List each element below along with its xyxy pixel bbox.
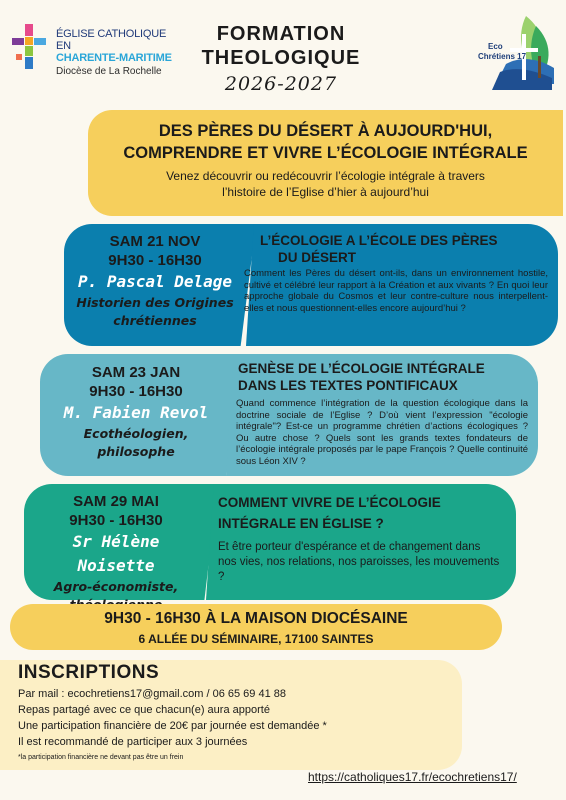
session-speaker: Sr Hélène Noisette <box>72 532 160 575</box>
session-date: SAM 23 JAN <box>91 364 181 381</box>
session-topic-line2: DU DÉSERT <box>278 250 357 265</box>
session-role-line1: Agro-économiste, <box>53 579 179 594</box>
session-role-line2: philosophe <box>97 444 175 459</box>
eco-chretiens-logo <box>466 12 556 92</box>
session-topic-line2: INTÉGRALE EN ÉGLISE ? <box>218 516 384 531</box>
inscriptions-contact: Par mail : ecochretiens17@gmail.com / 06 65 69 41 88 <box>18 688 286 700</box>
session-topic-line1: L’ÉCOLOGIE A L’ÉCOLE DES PÈRES <box>260 233 498 248</box>
session-info <box>30 492 202 614</box>
banner-subtitle-line1: Venez découvrir ou redécouvrir l’écologie intégrale à travers <box>166 169 485 183</box>
session-speaker: M. Fabien Revol <box>63 403 209 422</box>
inscriptions-footnote: *la participation financière ne devant pas être un frein <box>18 754 184 761</box>
inscriptions-title: INSCRIPTIONS <box>18 662 160 683</box>
banner-title-line1: DES PÈRES DU DÉSERT À AUJOURD'HUI, <box>158 122 493 140</box>
location-line1: 9H30 - 16H30 À LA MAISON DIOCÉSAINE <box>104 610 408 627</box>
session-topic-line1: COMMENT VIVRE DE L’ÉCOLOGIE <box>218 495 441 510</box>
session-time: 9H30 - 16H30 <box>108 252 202 269</box>
session-description: Et être porteur d'espérance et de changement dans nos vies, nos relations, nos paroisses, les mouvements ? <box>218 541 500 583</box>
eco-logo-line2: Chrétiens 17 <box>478 52 527 61</box>
website-link[interactable]: https://catholiques17.fr/ecochretiens17/ <box>308 770 517 784</box>
session-topic-line1: GENÈSE DE L’ÉCOLOGIE INTÉGRALE <box>238 361 485 376</box>
inscriptions-fee: Une participation financière de 20€ par journée est demandée * <box>18 720 327 732</box>
diocese-line1: ÉGLISE CATHOLIQUE EN <box>56 28 167 52</box>
inscriptions-panel <box>0 660 462 770</box>
banner-subtitle <box>88 168 563 200</box>
session-topic-line2: DANS LES TEXTES PONTIFICAUX <box>238 378 458 393</box>
diocese-line2: CHARENTE-MARITIME <box>56 52 172 64</box>
diocese-logo <box>12 20 182 80</box>
colored-cross-icon <box>12 24 46 70</box>
banner-title-line2: COMPRENDRE ET VIVRE L’ÉCOLOGIE INTÉGRALE <box>123 144 528 162</box>
session-date: SAM 29 MAI <box>73 493 159 510</box>
session-time: 9H30 - 16H30 <box>69 512 163 529</box>
title-line2: THEOLOGIQUE <box>201 47 361 69</box>
diocese-line3: Diocèse de La Rochelle <box>56 66 162 77</box>
inscriptions-details <box>18 686 327 750</box>
session-description: Quand commence l’intégration de la question écologique dans la doctrine sociale de l’Eglise ? D’où vient l’expression "écologie intégrale"? Est-ce un programme chrétien d’actions écologiques ? Ou autre chose ? Quels sont les grands textes fondateurs de l’écologie intégrale proposés par le pape François ? Quelle continuité sous Léon XIV ? <box>236 398 528 467</box>
theme-banner <box>88 110 563 216</box>
session-role-line1: Ecothéologien, <box>83 426 189 441</box>
title-line1: FORMATION <box>216 23 346 45</box>
banner-title <box>88 120 563 164</box>
session-topic <box>238 360 528 394</box>
location-line2: 6 ALLÉE DU SÉMINAIRE, 17100 SAINTES <box>138 632 374 646</box>
location-bar <box>10 604 502 650</box>
session-date: SAM 21 NOV <box>109 233 201 250</box>
page-title <box>186 22 376 95</box>
session-description: Comment les Pères du désert ont-ils, dans un environnement hostile, cultivé et célébré leur rapport à la Création et aux vivants ? En quoi leur approche globale du Cosmos et leur contre-culture nous interpellent-elles et nous questionnent-elles encore aujourd’hui ? <box>244 268 548 314</box>
inscriptions-recommendation: Il est recommandé de participer aux 3 journées <box>18 736 248 748</box>
session-role-line2: chrétiennes <box>113 313 197 328</box>
eco-logo-line1: Eco <box>488 42 503 51</box>
session-topic <box>218 494 508 532</box>
session-topic <box>260 232 546 266</box>
session-time: 9H30 - 16H30 <box>89 383 183 400</box>
session-speaker: P. Pascal Delage <box>77 272 233 291</box>
session-info <box>48 363 224 461</box>
session-role-line1: Historien des Origines <box>76 295 234 310</box>
banner-subtitle-line2: l’histoire de l’Eglise d’hier à aujourd’hui <box>222 185 429 199</box>
title-year: 2026-2027 <box>224 73 338 95</box>
inscriptions-meal: Repas partagé avec ce que chacun(e) aura apporté <box>18 704 270 716</box>
session-info <box>70 232 240 330</box>
